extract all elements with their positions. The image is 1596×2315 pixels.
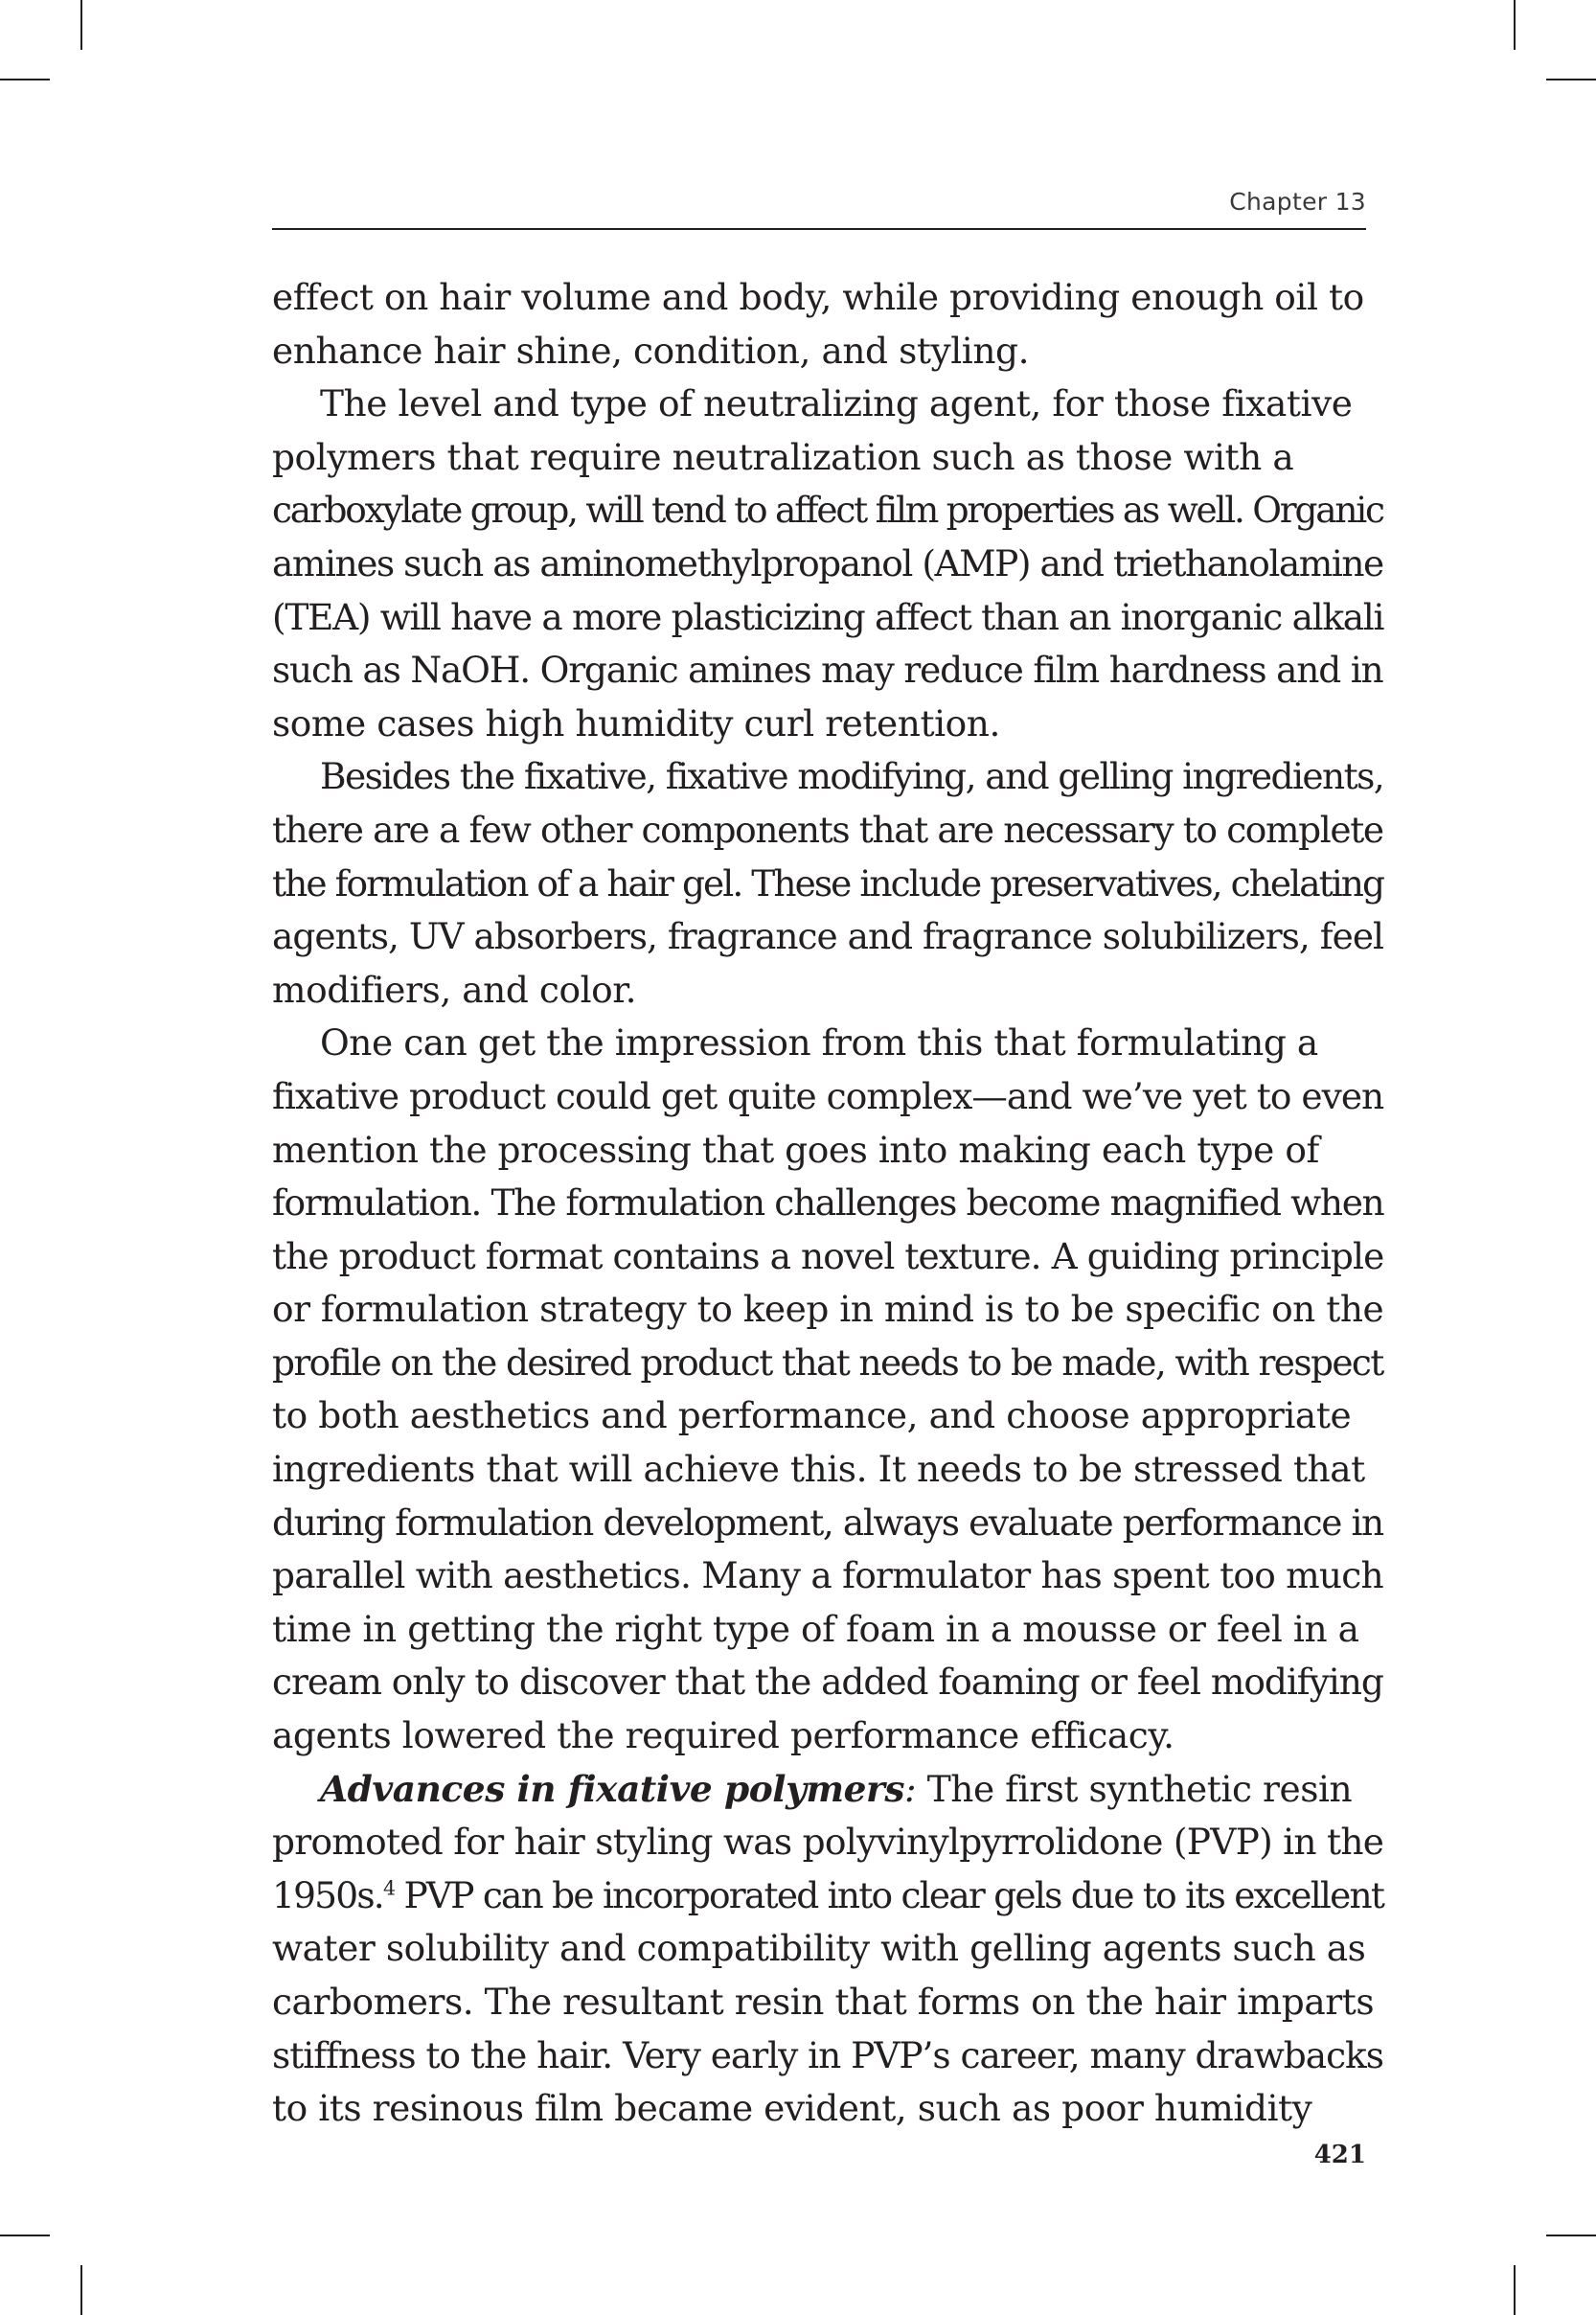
text-line: stiffness to the hair. Very early in PVP’s career, many drawbacks: [272, 2033, 1383, 2076]
crop-mark: [1546, 79, 1596, 80]
text-line: cream only to discover that the added foaming or feel modifying: [272, 1661, 1383, 1704]
crop-mark: [80, 0, 82, 50]
text-line: water solubility and compatibility with gelling agents such as: [272, 1927, 1366, 1970]
text-line: One can get the impression from this that formulating a: [320, 1021, 1318, 1065]
text-line: fixative product could get quite complex—and we’ve yet to even: [272, 1074, 1384, 1117]
text-line: ingredients that will achieve this. It needs to be stressed that: [272, 1448, 1365, 1491]
text-line: such as NaOH. Organic amines may reduce film hardness and in: [272, 649, 1383, 692]
text-line: Besides the fixative, fixative modifying, and gelling ingredients,: [320, 755, 1384, 798]
text-line: there are a few other components that are necessary to complete: [272, 808, 1383, 851]
text-fragment: 1950s.: [272, 1873, 383, 1916]
text-line: to its resinous film became evident, such as poor humidity: [272, 2087, 1312, 2130]
text-line: profile on the desired product that needs to be made, with respect: [272, 1341, 1383, 1384]
crop-mark: [1546, 2235, 1596, 2236]
text-line: some cases high humidity curl retention.: [272, 701, 1000, 745]
text-line: carboxylate group, will tend to affect film properties as well. Organic: [272, 489, 1383, 532]
text-line: time in getting the right type of foam in a mousse or feel in a: [272, 1607, 1359, 1650]
text-line: The level and type of neutralizing agent, for those fixative: [320, 382, 1353, 425]
text-line: carbomers. The resultant resin that forms on the hair imparts: [272, 1981, 1375, 2023]
text-line: promoted for hair styling was polyvinylpyrrolidone (PVP) in the: [272, 1821, 1384, 1864]
lead-in-colon: :: [904, 1767, 917, 1810]
text-line: the product format contains a novel texture. A guiding principle: [272, 1234, 1384, 1277]
text-line: mention the processing that goes into making each type of: [272, 1128, 1319, 1171]
text-fragment: PVP can be incorporated into clear gels due to its excellent: [394, 1873, 1384, 1916]
crop-mark: [1514, 0, 1516, 50]
crop-mark: [1514, 2265, 1516, 2315]
text-fragment: The first synthetic resin: [916, 1767, 1353, 1810]
text-line: the formulation of a hair gel. These include preservatives, chelating: [272, 861, 1384, 905]
text-line: or formulation strategy to keep in mind is to be specific on the: [272, 1288, 1384, 1331]
text-line-with-footnote: [272, 1869, 1383, 1923]
text-line: parallel with aesthetics. Many a formulator has spent too much: [272, 1554, 1383, 1597]
text-line: polymers that require neutralization such as those with a: [272, 435, 1294, 478]
header-rule: [272, 228, 1366, 230]
lead-in-heading: Advances in fixative polymers: [320, 1767, 905, 1810]
text-line: formulation. The formulation challenges become magnified when: [272, 1181, 1384, 1225]
text-line: amines such as aminomethylpropanol (AMP) and triethanolamine: [272, 541, 1383, 584]
footnote-reference[interactable]: 4: [382, 1876, 395, 1900]
text-line: during formulation development, always evaluate performance in: [272, 1501, 1383, 1544]
text-line: (TEA) will have a more plasticizing affect than an inorganic alkali: [272, 595, 1384, 638]
text-line: effect on hair volume and body, while providing enough oil to: [272, 276, 1364, 318]
body-text: [272, 271, 1383, 2136]
crop-mark: [0, 2235, 50, 2236]
text-line: agents lowered the required performance efficacy.: [272, 1714, 1174, 1757]
crop-mark: [80, 2265, 82, 2315]
text-line: agents, UV absorbers, fragrance and fragrance solubilizers, feel: [272, 915, 1384, 958]
text-line: to both aesthetics and performance, and choose appropriate: [272, 1394, 1352, 1437]
running-head: Chapter 13: [1229, 188, 1366, 216]
page-number: 421: [1313, 2141, 1366, 2169]
crop-mark: [0, 79, 50, 80]
text-line: modifiers, and color.: [272, 968, 637, 1011]
text-line: enhance hair shine, condition, and styling.: [272, 329, 1030, 372]
advances-paragraph-first-line: [272, 1763, 1383, 1817]
